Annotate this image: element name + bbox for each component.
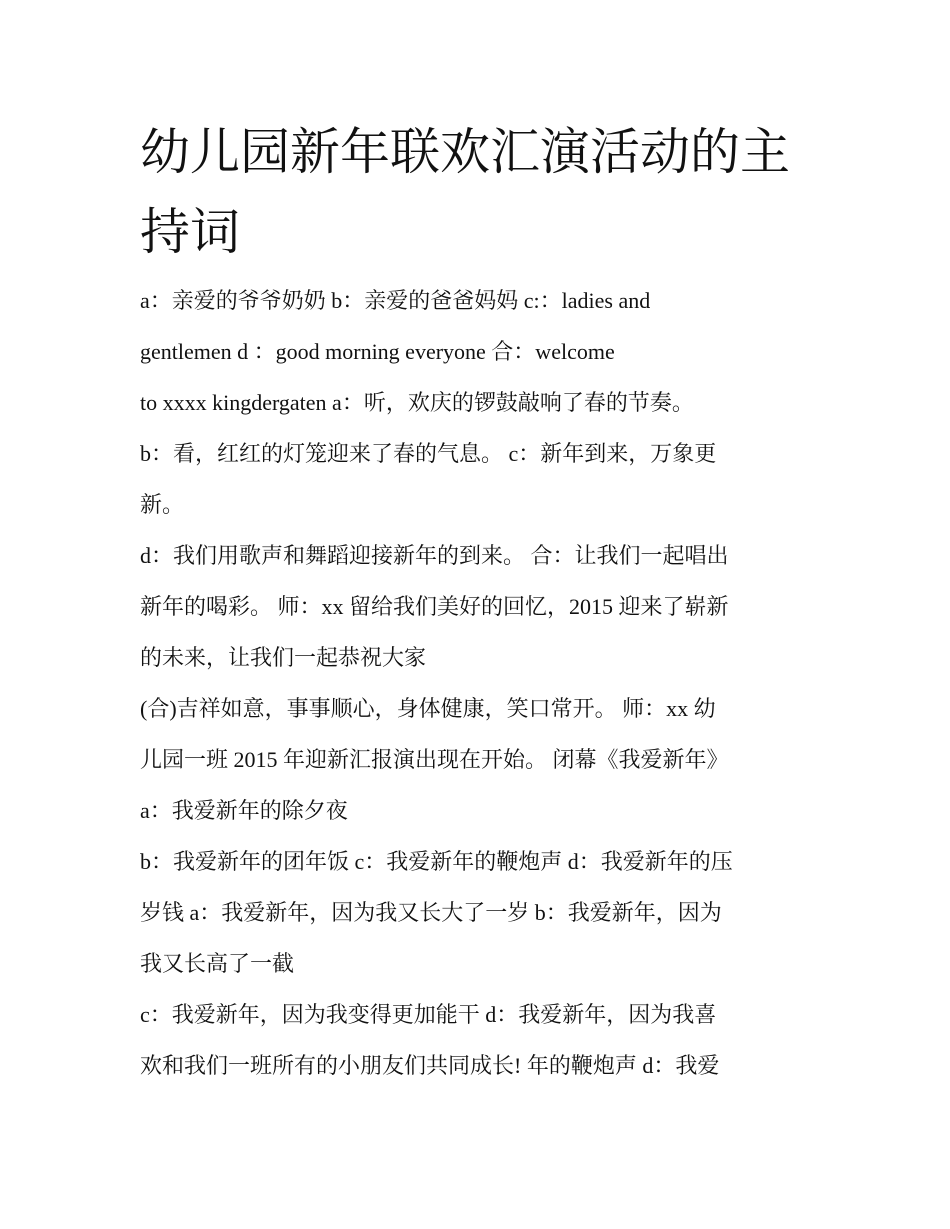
text-line: (合)吉祥如意，事事顺心，身体健康，笑口常开。 师：xx 幼 xyxy=(140,696,716,721)
text-line: 儿园一班 2015 年迎新汇报演出现在开始。 闭幕《我爱新年》 xyxy=(140,747,729,772)
text-line: 欢和我们一班所有的小朋友们共同成长! 年的鞭炮声 d：我爱 xyxy=(140,1053,720,1078)
document-title: 幼儿园新年联欢汇演活动的主持词 xyxy=(140,123,790,261)
text-line: b：看，红红的灯笼迎来了春的气息。 c：新年到来，万象更 xyxy=(140,441,717,466)
text-line: a：我爱新年的除夕夜 xyxy=(140,798,348,823)
text-line: d：我们用歌声和舞蹈迎接新年的到来。 合：让我们一起唱出 xyxy=(140,543,729,568)
text-line: 新年的喝彩。 师：xx 留给我们美好的回忆，2015 迎来了崭新 xyxy=(140,594,729,619)
text-line: 的未来，让我们一起恭祝大家 xyxy=(140,645,427,670)
text-line: gentlemen d ：good morning everyone 合：welcome xyxy=(140,339,615,364)
text-line: 我又长高了一截 xyxy=(140,951,295,976)
text-line: c：我爱新年，因为我变得更加能干 d：我爱新年，因为我喜 xyxy=(140,1002,717,1027)
text-line: 新。 xyxy=(140,492,185,517)
text-line: a：亲爱的爷爷奶奶 b：亲爱的爸爸妈妈 c:：ladies and xyxy=(140,288,651,313)
text-line: b：我爱新年的团年饭 c：我爱新年的鞭炮声 d：我爱新年的压 xyxy=(140,849,733,874)
text-line: 岁钱 a：我爱新年，因为我又长大了一岁 b：我爱新年，因为 xyxy=(140,900,722,925)
text-line: to xxxx kingdergaten a：听，欢庆的锣鼓敲响了春的节奏。 xyxy=(140,390,694,415)
